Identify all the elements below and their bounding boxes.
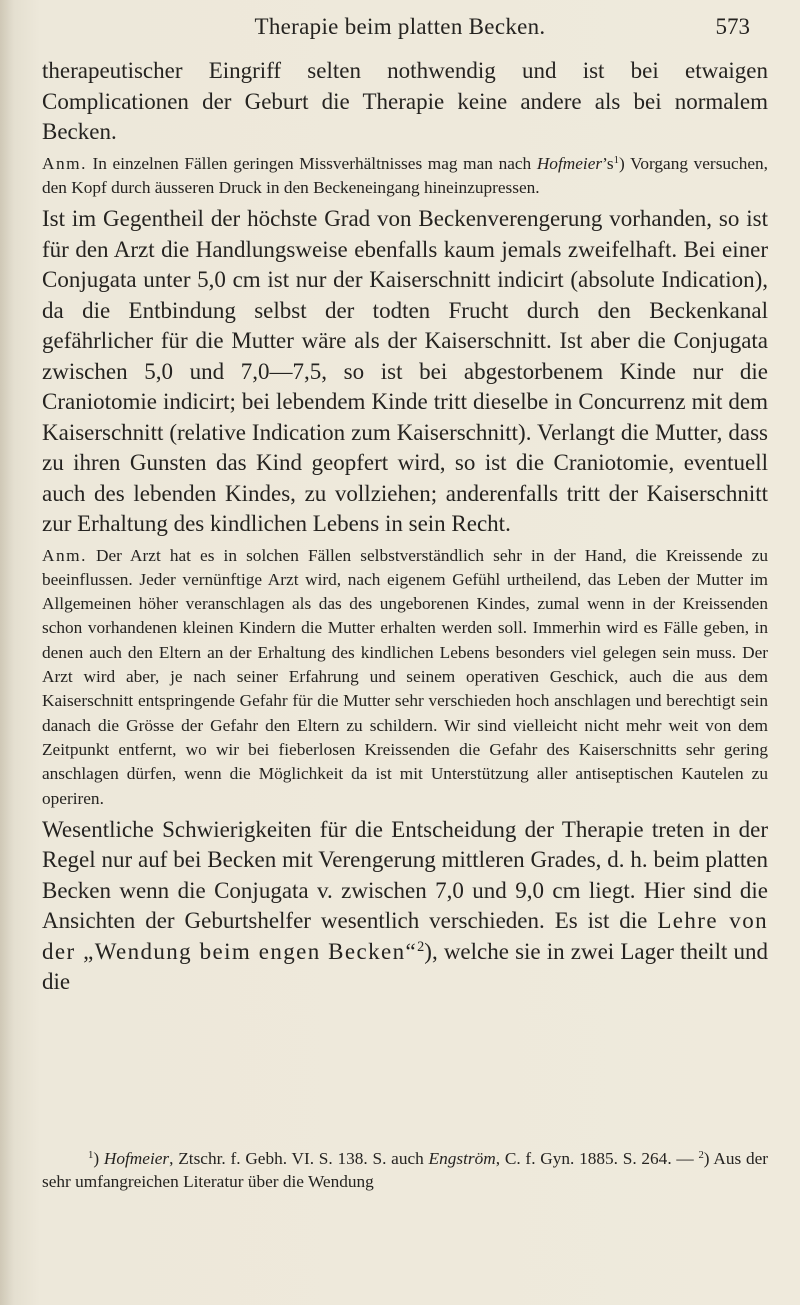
footnote-ref: 2 — [417, 939, 425, 956]
author-name: Engström — [428, 1149, 496, 1168]
annotation-label: Anm. — [42, 545, 87, 565]
page-header — [40, 14, 760, 50]
annotation-1 — [42, 152, 768, 201]
spaced-emphasis: Lehre von der „Wendung beim engen Becken“ — [42, 908, 768, 964]
footnote-text: , C. f. Gyn. 1885. S. 264. — — [495, 1149, 699, 1168]
annotation-text: ’s — [602, 153, 614, 173]
paragraph-text: Wesentliche Schwierigkeiten für die Entscheidung der Therapie treten in der Regel nur auf bei Becken mit Verengerung mittleren Grades, d. h. beim platten Becken wenn die Conjugata v. zwischen 7,0 und 9,0 cm liegt. Hier sind die Ansichten der Geburtshelfer wesentlich verschieden. Es ist die — [42, 816, 768, 934]
footnote-ref: 1 — [613, 153, 619, 166]
paragraph-text: ), welche sie in zwei Lager theilt und die — [42, 938, 768, 995]
annotation-label: Anm. — [42, 153, 87, 173]
page-number: 573 — [715, 14, 750, 39]
running-head: Therapie beim platten Becken. — [254, 14, 546, 39]
annotation-text: ) Vorgang versuchen, den Kopf durch äusseren Druck in den Beckeneingang hineinzupressen. — [42, 153, 768, 197]
page-body — [42, 56, 768, 998]
annotation-text: In einzelnen Fällen geringen Missverhältnisses mag man nach — [86, 153, 537, 173]
footnote-ref: 1 — [88, 1149, 94, 1162]
paragraph-2: Ist im Gegentheil der höchste Grad von Beckenverengerung vorhanden, so ist für den Arzt die Handlungsweise ebenfalls kaum jemals zweifelhaft. Bei einer Conjugata unter 5,0 cm ist nur der Kaiserschnitt indicirt (absolute Indication), da die Entbindung selbst der todten Frucht durch den Beckenkanal gefährlicher für die Mutter wäre als der Kaiserschnitt. Ist aber die Conjugata zwischen 5,0 und 7,0—7,5, so ist bei abgestorbenem Kinde nur die Craniotomie indicirt; bei lebendem Kinde tritt dieselbe in Concurrenz mit dem Kaiserschnitt (relative Indication zum Kaiserschnitt). Verlangt die Mutter, dass zu ihren Gunsten das Kind geopfert wird, so ist die Craniotomie, eventuell auch des lebenden Kindes, zu vollziehen; anderenfalls tritt der Kaiserschnitt zur Erhaltung des kindlichen Lebens in sein Recht. — [42, 206, 768, 537]
annotation-text: Der Arzt hat es in solchen Fällen selbstverständlich sehr in der Hand, die Kreissende zu beeinflussen. Jeder vernünftige Arzt wird, nach eigenem Gefühl urtheilend, das Leben der Mutter im Allgemeinen höher veranschlagen als das des ungeborenen Kindes, zumal wenn in der Kreissenden schon vorhandenen kleinen Kindern die Mutter erhalten werden soll. Immerhin wird es Fälle geben, in denen auch den Eltern an der Erhaltung des kindlichen Lebens besonders viel gelegen sein muss. Der Arzt wird aber, je nach seiner Erfahrung und seinem operativen Geschick, auch die aus dem Kaiserschnitt entspringende Gefahr für die Mutter sehr verschieden hoch anschlagen und berechtigt sein danach die Grösse der Gefahr den Eltern zu schildern. Wir sind vielleicht nicht mehr weit von dem Zeitpunkt entfernt, wo wir bei fieberlosen Kreissenden die Gefahr des Kaiserschnitts sehr gering anschlagen dürfen, wenn die Möglichkeit da ist mit Unterstützung aller antiseptischen Kautelen zu operiren. — [42, 545, 768, 808]
author-name: Hofmeier — [536, 153, 603, 173]
footnote-text: , Ztschr. f. Gebh. VI. S. 138. S. auch — [169, 1149, 429, 1168]
footnote-ref: 2 — [698, 1149, 704, 1162]
footnotes — [42, 1147, 768, 1193]
footnote-1: $^1$) Hofmeier, Ztschr. f. Gebh. VI. S. 138. S. auch Engström, C. f. Gyn. 1885. S. 264. — $^2$) Aus der sehr umfangreichen Literatur über die Wendung — [42, 1149, 769, 1191]
paragraph-1: therapeutischer Eingriff selten nothwendig und ist bei etwaigen Complicationen der Geburt die Therapie keine andere als bei normalem Becken. — [42, 58, 768, 144]
paragraph-3 — [42, 815, 768, 998]
footnote-text: ) Aus der sehr umfangreichen Literatur über die Wendung — [42, 1149, 769, 1191]
author-name: Hofmeier — [103, 1149, 170, 1168]
annotation-2 — [42, 544, 768, 811]
